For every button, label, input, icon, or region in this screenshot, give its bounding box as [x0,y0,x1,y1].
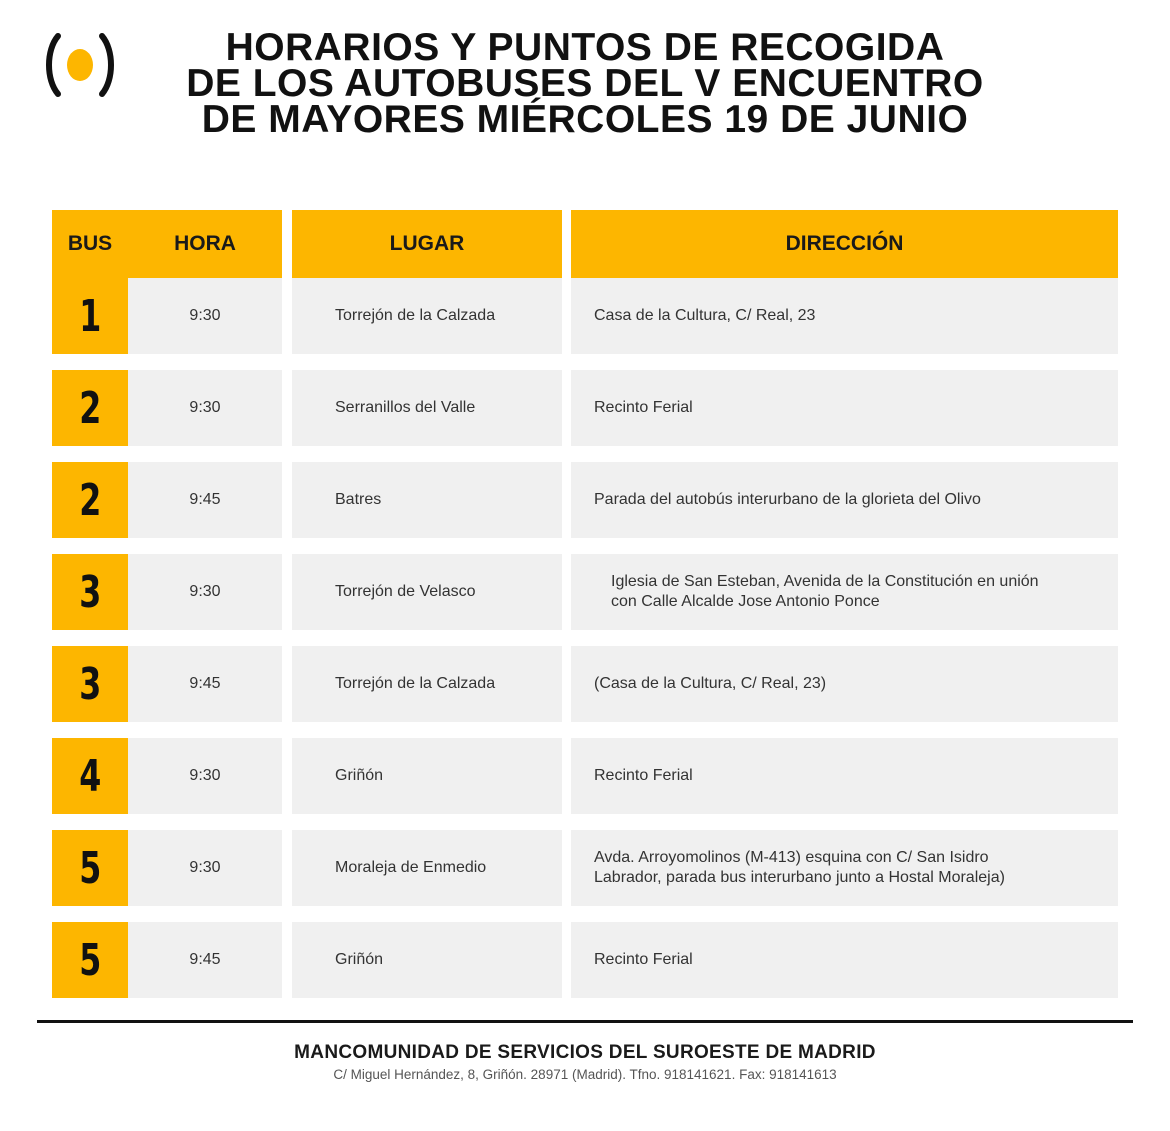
direccion-cell [571,922,1118,998]
table-row [52,646,1118,722]
bus-number [52,738,128,814]
bus-number-text: 5 [78,934,102,986]
bus-number-text: 4 [78,750,102,802]
direccion-cell [571,646,1118,722]
bus-number-text: 1 [78,290,102,342]
direccion-line: Recinto Ferial [594,767,693,784]
table-row [52,462,1118,538]
footer-org: MANCOMUNIDAD DE SERVICIOS DEL SUROESTE DE MADRID [294,1042,876,1063]
title-line-1: HORARIOS Y PUNTOS DE RECOGIDA [225,26,945,69]
header-bus: BUS [52,210,128,278]
hora-cell: 9:30 [128,278,282,354]
direccion-cell [571,370,1118,446]
direccion-line: Casa de la Cultura, C/ Real, 23 [594,307,816,324]
table-row [52,738,1118,814]
direccion-cell [571,462,1118,538]
table-row [52,922,1118,998]
hora-cell: 9:30 [128,738,282,814]
direccion-line: con Calle Alcalde Jose Antonio Ponce [611,593,880,610]
title-line-3: DE MAYORES MIÉRCOLES 19 DE JUNIO [201,98,969,141]
lugar-cell: Torrejón de la Calzada [292,278,562,354]
direccion-line: Iglesia de San Esteban, Avenida de la Constitución en unión [611,573,1039,590]
hora-cell: 9:30 [128,830,282,906]
bus-number-text: 5 [78,842,102,894]
hora-cell: 9:45 [128,462,282,538]
bus-number [52,646,128,722]
bus-number-text: 2 [78,474,102,526]
lugar-cell: Torrejón de Velasco [292,554,562,630]
footer-contact: C/ Miguel Hernández, 8, Griñón. 28971 (Madrid). Tfno. 918141621. Fax: 918141613 [333,1067,837,1082]
bus-number-text: 2 [78,382,102,434]
lugar-cell: Griñón [292,922,562,998]
hora-cell: 9:30 [128,370,282,446]
footer-divider [37,1020,1133,1023]
direccion-cell [571,554,1118,630]
bus-number [52,462,128,538]
direccion-line: Parada del autobús interurbano de la glorieta del Olivo [594,491,981,508]
lugar-cell: Torrejón de la Calzada [292,646,562,722]
direccion-cell [571,830,1118,906]
table-row [52,370,1118,446]
direccion-line: (Casa de la Cultura, C/ Real, 23) [594,675,827,692]
lugar-cell: Griñón [292,738,562,814]
hora-cell: 9:45 [128,646,282,722]
bus-number [52,922,128,998]
direccion-cell [571,738,1118,814]
bus-number [52,278,128,354]
hora-cell: 9:30 [128,554,282,630]
bus-number-text: 3 [78,566,102,618]
radio-broadcast-logo-icon [44,30,116,100]
bus-number [52,554,128,630]
header-lugar: LUGAR [292,210,562,278]
direccion-cell [571,278,1118,354]
header-direccion: DIRECCIÓN [571,210,1118,278]
lugar-cell: Batres [292,462,562,538]
table-row [52,278,1118,354]
header-hora: HORA [128,210,282,278]
direccion-line: Recinto Ferial [594,399,693,416]
bus-number [52,830,128,906]
direccion-line: Labrador, parada bus interurbano junto a Hostal Moraleja) [594,869,1005,886]
table-row [52,830,1118,906]
bus-number [52,370,128,446]
lugar-cell: Moraleja de Enmedio [292,830,562,906]
table-row [52,554,1118,630]
page-title [130,26,1040,141]
hora-cell: 9:45 [128,922,282,998]
title-line-2: DE LOS AUTOBUSES DEL V ENCUENTRO [186,62,984,105]
bus-number-text: 3 [78,658,102,710]
direccion-line: Recinto Ferial [594,951,693,968]
lugar-cell: Serranillos del Valle [292,370,562,446]
direccion-line: Avda. Arroyomolinos (M-413) esquina con C/ San Isidro [594,849,989,866]
